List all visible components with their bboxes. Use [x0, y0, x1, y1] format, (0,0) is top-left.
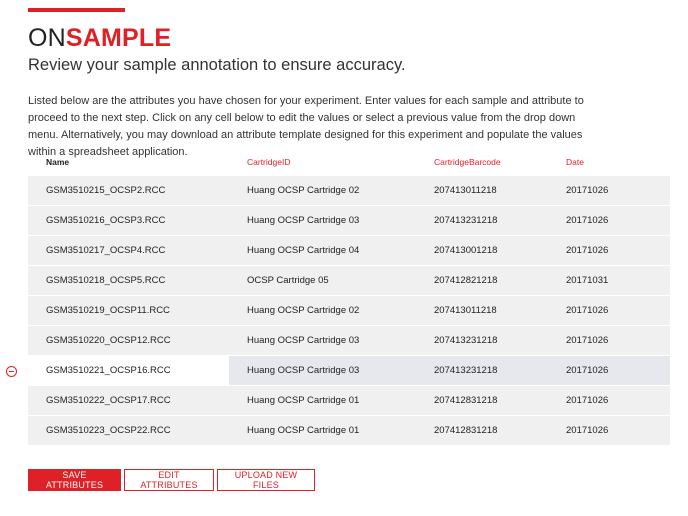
cell-cartridge-barcode[interactable]: 207413011218 — [434, 305, 497, 316]
cell-date[interactable]: 20171031 — [566, 275, 609, 286]
brand-on: ON — [28, 24, 66, 52]
cell-cartridge-id[interactable]: Huang OCSP Cartridge 01 — [247, 425, 360, 436]
table-body — [28, 175, 670, 445]
table-row[interactable] — [28, 325, 670, 355]
cell-name: GSM3510221_OCSP16.RCC — [46, 365, 171, 376]
table-row[interactable] — [28, 175, 670, 205]
cell-date[interactable]: 20171026 — [566, 425, 609, 436]
cell-name: GSM3510217_OCSP4.RCC — [46, 245, 166, 256]
remove-row-icon[interactable] — [6, 366, 17, 377]
annotation-table — [28, 148, 670, 445]
column-header-cartridge-id[interactable]: CartridgeID — [247, 156, 291, 167]
cell-date[interactable]: 20171026 — [566, 395, 609, 406]
cell-cartridge-id[interactable]: OCSP Cartridge 05 — [247, 275, 329, 286]
table-row[interactable] — [28, 265, 670, 295]
table-row[interactable] — [28, 235, 670, 265]
cell-cartridge-barcode[interactable]: 207412821218 — [434, 275, 498, 286]
cell-cartridge-barcode[interactable]: 207413231218 — [434, 215, 498, 226]
table-row[interactable] — [28, 205, 670, 235]
page-title — [28, 24, 171, 52]
cell-cartridge-id[interactable]: Huang OCSP Cartridge 03 — [247, 215, 360, 226]
cell-date[interactable]: 20171026 — [566, 185, 609, 196]
cell-cartridge-id[interactable]: Huang OCSP Cartridge 04 — [247, 245, 360, 256]
cell-cartridge-id[interactable]: Huang OCSP Cartridge 03 — [247, 335, 360, 346]
cell-cartridge-barcode[interactable]: 207413231218 — [416, 356, 548, 385]
column-header-name: Name — [46, 156, 70, 167]
cell-date[interactable]: 20171026 — [566, 245, 609, 256]
cell-cartridge-id[interactable]: Huang OCSP Cartridge 02 — [247, 185, 360, 196]
cell-cartridge-barcode[interactable]: 207412831218 — [434, 425, 498, 436]
column-header-date[interactable]: Date — [566, 156, 584, 167]
table-header — [28, 148, 670, 175]
table-row[interactable] — [28, 355, 670, 385]
brand-sample: SAMPLE — [65, 24, 172, 52]
column-header-cartridge-barcode[interactable]: CartridgeBarcode — [434, 156, 501, 167]
cell-name: GSM3510219_OCSP11.RCC — [46, 305, 170, 316]
edit-attributes-button[interactable]: EDIT ATTRIBUTES — [124, 469, 214, 491]
cell-cartridge-barcode[interactable]: 207413011218 — [434, 185, 497, 196]
cell-name: GSM3510216_OCSP3.RCC — [46, 215, 166, 226]
save-attributes-button[interactable]: SAVE ATTRIBUTES — [28, 469, 121, 491]
table-row[interactable] — [28, 415, 670, 445]
brand-accent-bar — [28, 8, 125, 12]
table-row[interactable] — [28, 295, 670, 325]
cell-cartridge-id[interactable]: Huang OCSP Cartridge 02 — [247, 305, 360, 316]
cell-name: GSM3510218_OCSP5.RCC — [46, 275, 166, 286]
cell-name: GSM3510223_OCSP22.RCC — [46, 425, 171, 436]
cell-cartridge-id[interactable]: Huang OCSP Cartridge 03 — [229, 356, 416, 385]
cell-name: GSM3510215_OCSP2.RCC — [46, 185, 166, 196]
cell-name: GSM3510222_OCSP17.RCC — [46, 395, 171, 406]
table-row[interactable] — [28, 385, 670, 415]
cell-cartridge-barcode[interactable]: 207413001218 — [434, 245, 498, 256]
upload-new-files-button[interactable]: UPLOAD NEW FILES — [217, 469, 315, 491]
cell-cartridge-id[interactable]: Huang OCSP Cartridge 01 — [247, 395, 360, 406]
cell-date[interactable]: 20171026 — [548, 356, 670, 385]
cell-cartridge-barcode[interactable]: 207412831218 — [434, 395, 498, 406]
cell-name: GSM3510220_OCSP12.RCC — [46, 335, 171, 346]
intro-text: Listed below are the attributes you have chosen for your experiment. Enter values for each sample and attribute to proceed to the next step. Click on any cell below to edit the values or select a previous value from the drop down menu. Alternatively, you may download an attribute template designed for this experiment and populate the values within a spreadsheet application. — [28, 95, 584, 158]
page-subtitle: Review your sample annotation to ensure accuracy. — [28, 56, 406, 74]
cell-date[interactable]: 20171026 — [566, 335, 609, 346]
cell-cartridge-barcode[interactable]: 207413231218 — [434, 335, 498, 346]
cell-date[interactable]: 20171026 — [566, 305, 609, 316]
cell-date[interactable]: 20171026 — [566, 215, 609, 226]
